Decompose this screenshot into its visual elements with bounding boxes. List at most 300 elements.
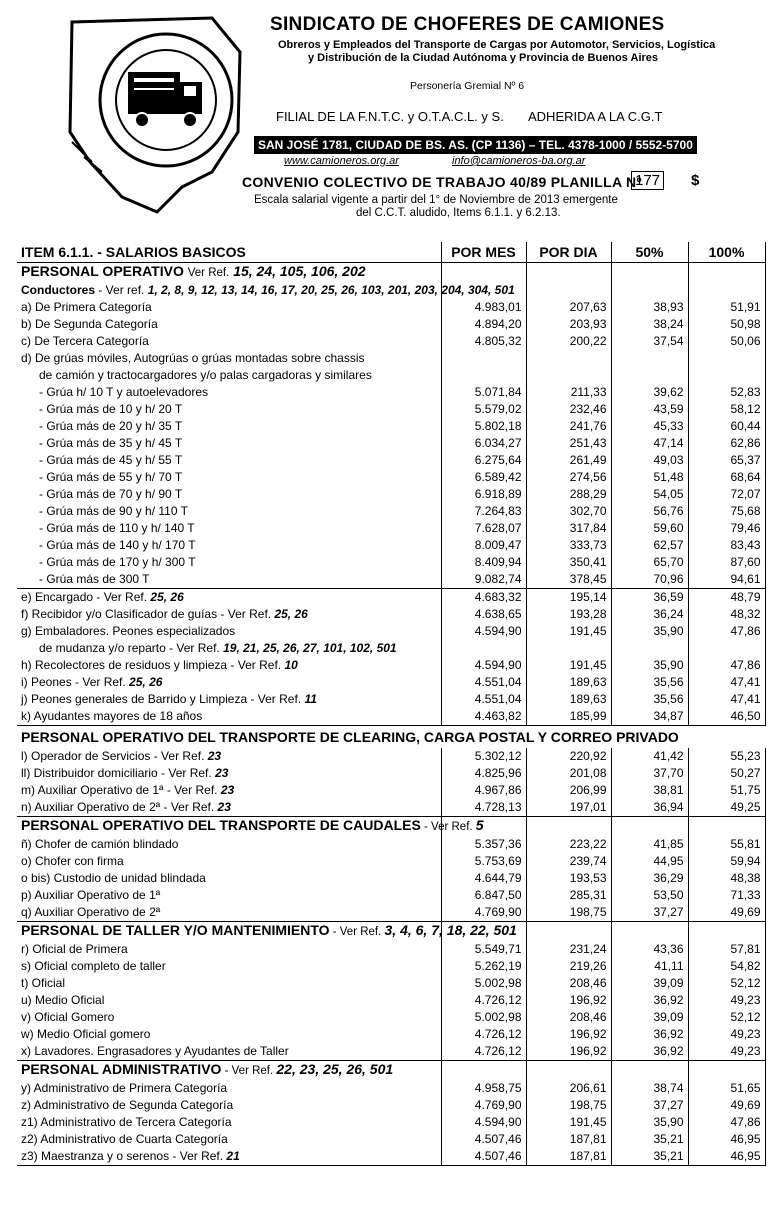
table-cell: 60,44 xyxy=(688,418,765,435)
table-cell: 231,24 xyxy=(526,941,611,958)
table-cell: d) De grúas móviles, Autogrúas o grúas montadas sobre chassis xyxy=(21,351,365,365)
union-subtitle-2: y Distribución de la Ciudad Autónoma y Provincia de Buenos Aires xyxy=(308,52,659,64)
table-cell: 36,92 xyxy=(611,1043,688,1061)
table-cell xyxy=(17,674,441,691)
table-cell: 4.726,12 xyxy=(441,1043,526,1061)
table-cell: 44,95 xyxy=(611,853,688,870)
table-row xyxy=(17,853,765,870)
table-cell: 37,70 xyxy=(611,765,688,782)
table-cell: 48,38 xyxy=(688,870,765,887)
table-row xyxy=(17,975,765,992)
table-row xyxy=(17,1080,765,1097)
table-row xyxy=(17,657,765,674)
table-cell xyxy=(688,350,765,367)
text: Conductores xyxy=(21,283,96,297)
table-cell: 201,08 xyxy=(526,765,611,782)
table-row xyxy=(17,904,765,922)
table-cell: 48,32 xyxy=(688,606,765,623)
table-cell xyxy=(611,817,688,837)
website-link[interactable]: www.camioneros.org.ar xyxy=(284,155,399,167)
table-cell: 4.644,79 xyxy=(441,870,526,887)
table-cell: 36,92 xyxy=(611,1026,688,1043)
table-cell: 4.638,65 xyxy=(441,606,526,623)
text: 23 xyxy=(220,783,235,797)
table-cell: 207,63 xyxy=(526,299,611,316)
table-cell: 261,49 xyxy=(526,452,611,469)
table-cell: 317,84 xyxy=(526,520,611,537)
table-cell xyxy=(526,817,611,837)
section-taller xyxy=(17,922,765,942)
table-cell: 4.594,90 xyxy=(441,623,526,640)
table-cell: 79,46 xyxy=(688,520,765,537)
text: 19, 21, 25, 26, 27, 101, 102, 501 xyxy=(223,641,397,655)
table-cell xyxy=(441,350,526,367)
table-cell: 200,22 xyxy=(526,333,611,350)
table-cell: a) De Primera Categoría xyxy=(21,300,152,314)
table-row xyxy=(17,571,765,589)
table-cell: - Grúa más de 45 y h/ 55 T xyxy=(39,453,183,467)
text: i) Peones - Ver Ref. xyxy=(21,675,130,689)
table-row xyxy=(17,1026,765,1043)
table-cell: 36,29 xyxy=(611,870,688,887)
table-cell: 37,54 xyxy=(611,333,688,350)
table-row xyxy=(17,691,765,708)
table-row xyxy=(17,435,765,452)
table-row xyxy=(17,765,765,782)
table-cell xyxy=(441,640,526,657)
text: l) Operador de Servicios - Ver Ref. xyxy=(21,749,208,763)
table-cell: 52,12 xyxy=(688,1009,765,1026)
table-cell xyxy=(17,1061,441,1081)
table-cell: 35,90 xyxy=(611,623,688,640)
table-cell: x) Lavadores. Engrasadores y Ayudantes de Taller xyxy=(21,1044,289,1058)
table-row xyxy=(17,1009,765,1026)
table-cell: 49,25 xyxy=(688,799,765,817)
table-cell: - Grúa más de 110 y h/ 140 T xyxy=(39,521,195,535)
filial-text: FILIAL DE LA F.N.T.C. y O.T.A.C.L. y S. xyxy=(276,109,504,124)
table-cell: 36,92 xyxy=(611,992,688,1009)
table-cell: r) Oficial de Primera xyxy=(21,942,128,956)
text: - Ver Ref. xyxy=(420,821,476,833)
table-cell: 219,26 xyxy=(526,958,611,975)
table-cell: 72,07 xyxy=(688,486,765,503)
table-cell xyxy=(17,263,441,283)
table-cell: 50,27 xyxy=(688,765,765,782)
table-cell: 6.847,50 xyxy=(441,887,526,904)
table-row xyxy=(17,316,765,333)
table-cell: 41,11 xyxy=(611,958,688,975)
table-row xyxy=(17,1148,765,1166)
col-item: ITEM 6.1.1. - SALARIOS BASICOS xyxy=(17,242,441,263)
table-cell: 47,86 xyxy=(688,623,765,640)
table-cell: 49,23 xyxy=(688,1026,765,1043)
table-row xyxy=(17,1114,765,1131)
table-cell: 47,41 xyxy=(688,674,765,691)
text: PERSONAL ADMINISTRATIVO xyxy=(21,1061,222,1077)
escala-line-1: Escala salarial vigente a partir del 1° de Noviembre de 2013 emergente xyxy=(254,194,618,206)
table-cell: 187,81 xyxy=(526,1148,611,1166)
table-cell: p) Auxiliar Operativo de 1ª xyxy=(21,888,161,902)
table-cell: o) Chofer con firma xyxy=(21,854,124,868)
table-cell xyxy=(526,263,611,283)
table-row xyxy=(17,708,765,726)
table-cell xyxy=(526,922,611,942)
table-cell: 58,12 xyxy=(688,401,765,418)
table-cell: 5.579,02 xyxy=(441,401,526,418)
table-cell: 185,99 xyxy=(526,708,611,726)
table-cell: 378,45 xyxy=(526,571,611,589)
table-cell: 198,75 xyxy=(526,1097,611,1114)
table-cell: 4.594,90 xyxy=(441,1114,526,1131)
table-cell: 208,46 xyxy=(526,1009,611,1026)
table-cell: 4.507,46 xyxy=(441,1148,526,1166)
text: 15, 24, 105, 106, 202 xyxy=(233,263,366,279)
text: 25, 26 xyxy=(274,607,308,621)
adherida-text: ADHERIDA A LA C.G.T xyxy=(528,109,663,124)
table-row xyxy=(17,503,765,520)
table-cell: 75,68 xyxy=(688,503,765,520)
table-cell xyxy=(688,1061,765,1081)
table-cell: 4.551,04 xyxy=(441,674,526,691)
table-cell: 39,09 xyxy=(611,1009,688,1026)
table-cell xyxy=(17,640,441,657)
table-cell xyxy=(611,1061,688,1081)
table-cell: 288,29 xyxy=(526,486,611,503)
section-clearing xyxy=(17,726,765,749)
table-cell: 8.009,47 xyxy=(441,537,526,554)
personeria-gremial: Personería Gremial Nº 6 xyxy=(410,80,525,92)
table-row xyxy=(17,1097,765,1114)
table-cell: 62,57 xyxy=(611,537,688,554)
table-cell xyxy=(17,817,484,837)
table-cell: v) Oficial Gomero xyxy=(21,1010,115,1024)
table-cell: q) Auxiliar Operativo de 2ª xyxy=(21,905,161,919)
table-cell: 4.594,90 xyxy=(441,657,526,674)
text: 23 xyxy=(217,800,231,814)
table-header-row xyxy=(17,242,765,263)
table-cell: - Grúa más de 70 y h/ 90 T xyxy=(39,487,183,501)
table-cell: g) Embaladores. Peones especializados xyxy=(21,624,236,638)
table-cell: 206,61 xyxy=(526,1080,611,1097)
table-cell xyxy=(688,282,765,299)
table-row xyxy=(17,554,765,571)
table-cell: 198,75 xyxy=(526,904,611,922)
table-cell: t) Oficial xyxy=(21,976,66,990)
section-caudales xyxy=(17,817,765,837)
table-cell: 38,74 xyxy=(611,1080,688,1097)
table-cell: - Grúa más de 20 y h/ 35 T xyxy=(39,419,183,433)
text: 21 xyxy=(226,1149,240,1163)
table-cell: 39,09 xyxy=(611,975,688,992)
table-cell: 35,90 xyxy=(611,657,688,674)
table-cell xyxy=(17,657,441,674)
table-cell: 39,62 xyxy=(611,384,688,401)
escala-line-2: del C.C.T. aludido, Items 6.1.1. y 6.2.13. xyxy=(356,207,561,219)
table-cell xyxy=(611,282,688,299)
text: - Ver Ref. xyxy=(329,926,385,938)
text: m) Auxiliar Operativo de 1ª - Ver Ref. xyxy=(21,783,221,797)
text: PERSONAL OPERATIVO DEL TRANSPORTE DE CAUDALES xyxy=(21,817,421,833)
col-50: 50% xyxy=(611,242,688,263)
table-cell: 208,46 xyxy=(526,975,611,992)
table-cell: 55,23 xyxy=(688,748,765,765)
table-cell: 87,60 xyxy=(688,554,765,571)
table-row xyxy=(17,401,765,418)
table-cell xyxy=(17,1148,441,1166)
table-cell: 239,74 xyxy=(526,853,611,870)
email-link[interactable]: info@camioneros-ba.org.ar xyxy=(452,155,586,167)
table-cell: 5.071,84 xyxy=(441,384,526,401)
table-row xyxy=(17,836,765,853)
table-cell: 191,45 xyxy=(526,623,611,640)
table-cell: 94,61 xyxy=(688,571,765,589)
table-cell: 35,56 xyxy=(611,691,688,708)
text: 23 xyxy=(215,766,229,780)
table-cell: 43,59 xyxy=(611,401,688,418)
table-cell: 47,86 xyxy=(688,1114,765,1131)
table-row xyxy=(17,1043,765,1061)
text: Ver Ref. xyxy=(187,267,230,279)
table-cell: 7.264,83 xyxy=(441,503,526,520)
table-cell: 83,43 xyxy=(688,537,765,554)
table-row xyxy=(17,941,765,958)
table-cell: 49,03 xyxy=(611,452,688,469)
table-cell: - Grúa más de 140 y h/ 170 T xyxy=(39,538,196,552)
table-row xyxy=(17,520,765,537)
table-cell xyxy=(611,922,688,942)
text: f) Recibidor y/o Clasificador de guías - Ver Ref. xyxy=(21,607,275,621)
table-cell: 350,41 xyxy=(526,554,611,571)
table-cell: b) De Segunda Categoría xyxy=(21,317,158,331)
table-cell: 5.549,71 xyxy=(441,941,526,958)
table-cell: 36,59 xyxy=(611,589,688,607)
table-cell: 35,21 xyxy=(611,1131,688,1148)
table-cell xyxy=(688,817,765,837)
table-cell: 65,37 xyxy=(688,452,765,469)
table-cell: 35,21 xyxy=(611,1148,688,1166)
table-cell xyxy=(17,799,441,817)
table-cell: 38,81 xyxy=(611,782,688,799)
table-cell: 48,79 xyxy=(688,589,765,607)
table-cell: z) Administrativo de Segunda Categoría xyxy=(21,1098,234,1112)
table-cell: s) Oficial completo de taller xyxy=(21,959,166,973)
table-cell: 4.769,90 xyxy=(441,1097,526,1114)
table-cell: 41,85 xyxy=(611,836,688,853)
table-cell: 41,42 xyxy=(611,748,688,765)
text: 11 xyxy=(304,692,317,706)
table-cell xyxy=(526,282,611,299)
table-cell: 4.683,32 xyxy=(441,589,526,607)
table-cell: 4.983,01 xyxy=(441,299,526,316)
table-cell xyxy=(688,367,765,384)
text: 1, 2, 8, 9, 12, 13, 14, 16, 17, 20, 25, 26, 103, 201, 203, 204, 304, 501 xyxy=(147,283,515,297)
table-cell: 47,14 xyxy=(611,435,688,452)
table-cell: 52,12 xyxy=(688,975,765,992)
text: 25, 26 xyxy=(129,675,163,689)
table-cell xyxy=(611,640,688,657)
table-cell: 193,53 xyxy=(526,870,611,887)
table-cell: 52,83 xyxy=(688,384,765,401)
table-cell: 197,01 xyxy=(526,799,611,817)
table-cell: 4.894,20 xyxy=(441,316,526,333)
table-row xyxy=(17,958,765,975)
table-cell: 49,23 xyxy=(688,992,765,1009)
table-cell xyxy=(17,606,441,623)
address-bar: SAN JOSÉ 1781, CIUDAD DE BS. AS. (CP 1136) – TEL. 4378-1000 / 5552-5700 xyxy=(254,136,697,154)
col-100: 100% xyxy=(688,242,765,263)
table-row xyxy=(17,418,765,435)
table-cell: 4.769,90 xyxy=(441,904,526,922)
table-cell: 7.628,07 xyxy=(441,520,526,537)
table-cell: 196,92 xyxy=(526,1043,611,1061)
table-cell xyxy=(17,282,515,299)
table-cell: 4.825,96 xyxy=(441,765,526,782)
table-cell xyxy=(17,782,441,799)
table-cell: 50,98 xyxy=(688,316,765,333)
table-cell: 5.002,98 xyxy=(441,975,526,992)
table-cell xyxy=(17,589,441,607)
table-cell: - Grúa más de 90 y h/ 110 T xyxy=(39,504,188,518)
table-cell: - Grúa más de 300 T xyxy=(39,572,150,586)
table-cell xyxy=(688,922,765,942)
table-cell xyxy=(526,367,611,384)
table-cell: 49,69 xyxy=(688,1097,765,1114)
union-name: SINDICATO DE CHOFERES DE CAMIONES xyxy=(270,14,665,35)
table-cell: 68,64 xyxy=(688,469,765,486)
table-cell: 71,33 xyxy=(688,887,765,904)
table-cell: 232,46 xyxy=(526,401,611,418)
table-row xyxy=(17,640,765,657)
table-cell: 196,92 xyxy=(526,1026,611,1043)
table-cell: k) Ayudantes mayores de 18 años xyxy=(21,709,203,723)
table-cell xyxy=(611,367,688,384)
table-row xyxy=(17,537,765,554)
table-cell: 43,36 xyxy=(611,941,688,958)
table-cell xyxy=(526,350,611,367)
table-row xyxy=(17,384,765,401)
table-cell: 53,50 xyxy=(611,887,688,904)
text: z3) Maestranza y o serenos - Ver Ref. xyxy=(21,1149,227,1163)
table-row xyxy=(17,992,765,1009)
table-cell: 8.409,94 xyxy=(441,554,526,571)
table-cell xyxy=(17,922,517,942)
table-cell: 191,45 xyxy=(526,1114,611,1131)
table-row xyxy=(17,350,765,367)
table-cell: 70,96 xyxy=(611,571,688,589)
table-cell: 251,43 xyxy=(526,435,611,452)
table-cell: 5.357,36 xyxy=(441,836,526,853)
table-cell: 59,94 xyxy=(688,853,765,870)
text: j) Peones generales de Barrido y Limpieza - Ver Ref. xyxy=(21,692,305,706)
conductores-row xyxy=(17,282,765,299)
table-cell: 191,45 xyxy=(526,657,611,674)
table-cell: 195,14 xyxy=(526,589,611,607)
table-cell xyxy=(17,748,441,765)
table-cell: 5.002,98 xyxy=(441,1009,526,1026)
table-cell: 5.302,12 xyxy=(441,748,526,765)
table-cell: 203,93 xyxy=(526,316,611,333)
text: 10 xyxy=(284,658,298,672)
table-cell: 4.463,82 xyxy=(441,708,526,726)
section-title: PERSONAL OPERATIVO xyxy=(21,263,184,279)
table-cell: 51,91 xyxy=(688,299,765,316)
table-cell: 4.726,12 xyxy=(441,1026,526,1043)
table-row xyxy=(17,486,765,503)
table-cell: 35,56 xyxy=(611,674,688,691)
table-cell: de camión y tractocargadores y/o palas cargadoras y similares xyxy=(39,368,372,382)
table-cell: 49,23 xyxy=(688,1043,765,1061)
table-cell: 6.034,27 xyxy=(441,435,526,452)
table-row xyxy=(17,674,765,691)
table-cell: 46,50 xyxy=(688,708,765,726)
document-header xyxy=(0,0,784,240)
table-row xyxy=(17,589,765,607)
table-cell: 187,81 xyxy=(526,1131,611,1148)
table-row xyxy=(17,452,765,469)
table-cell xyxy=(441,367,526,384)
table-row xyxy=(17,782,765,799)
col-por-mes: POR MES xyxy=(441,242,526,263)
table-cell: 6.275,64 xyxy=(441,452,526,469)
table-cell: 47,86 xyxy=(688,657,765,674)
table-cell: 46,95 xyxy=(688,1148,765,1166)
table-cell xyxy=(526,640,611,657)
table-cell: 36,24 xyxy=(611,606,688,623)
table-cell: 65,70 xyxy=(611,554,688,571)
table-cell: 55,81 xyxy=(688,836,765,853)
table-cell: 4.728,13 xyxy=(441,799,526,817)
table-cell: 4.805,32 xyxy=(441,333,526,350)
table-cell: 193,28 xyxy=(526,606,611,623)
table-cell: 34,87 xyxy=(611,708,688,726)
table-cell: 4.958,75 xyxy=(441,1080,526,1097)
table-cell: PERSONAL OPERATIVO DEL TRANSPORTE DE CLEARING, CARGA POSTAL Y CORREO PRIVADO xyxy=(17,726,765,749)
table-cell: 45,33 xyxy=(611,418,688,435)
table-cell xyxy=(441,263,526,283)
table-cell: 189,63 xyxy=(526,674,611,691)
text: - Ver Ref. xyxy=(221,1065,277,1077)
table-cell: - Grúa más de 35 y h/ 45 T xyxy=(39,436,183,450)
text: h) Recolectores de residuos y limpieza - Ver Ref. xyxy=(21,658,285,672)
table-row xyxy=(17,623,765,640)
currency-symbol: $ xyxy=(691,172,700,189)
table-cell: 46,95 xyxy=(688,1131,765,1148)
table-cell: z2) Administrativo de Cuarta Categoría xyxy=(21,1132,228,1146)
section-personal-operativo xyxy=(17,263,765,283)
text: n) Auxiliar Operativo de 2ª - Ver Ref. xyxy=(21,800,218,814)
section-administrativo xyxy=(17,1061,765,1081)
table-cell: 49,69 xyxy=(688,904,765,922)
table-cell: 36,94 xyxy=(611,799,688,817)
text: 3, 4, 6, 7, 18, 22, 501 xyxy=(384,922,517,938)
table-cell: 220,92 xyxy=(526,748,611,765)
table-cell: ñ) Chofer de camión blindado xyxy=(21,837,179,851)
table-cell: 5.802,18 xyxy=(441,418,526,435)
table-row xyxy=(17,1131,765,1148)
table-cell: y) Administrativo de Primera Categoría xyxy=(21,1081,228,1095)
table-cell: 38,93 xyxy=(611,299,688,316)
table-cell: 4.726,12 xyxy=(441,992,526,1009)
table-cell: 54,05 xyxy=(611,486,688,503)
convenio-title: CONVENIO COLECTIVO DE TRABAJO 40/89 PLANILLA Nº xyxy=(242,174,642,190)
table-row xyxy=(17,887,765,904)
table-cell: u) Medio Oficial xyxy=(21,993,105,1007)
table-cell: 6.918,89 xyxy=(441,486,526,503)
text: de mudanza y/o reparto - Ver Ref. xyxy=(39,641,224,655)
table-cell: 5.262,19 xyxy=(441,958,526,975)
table-cell xyxy=(688,640,765,657)
table-cell: 38,24 xyxy=(611,316,688,333)
